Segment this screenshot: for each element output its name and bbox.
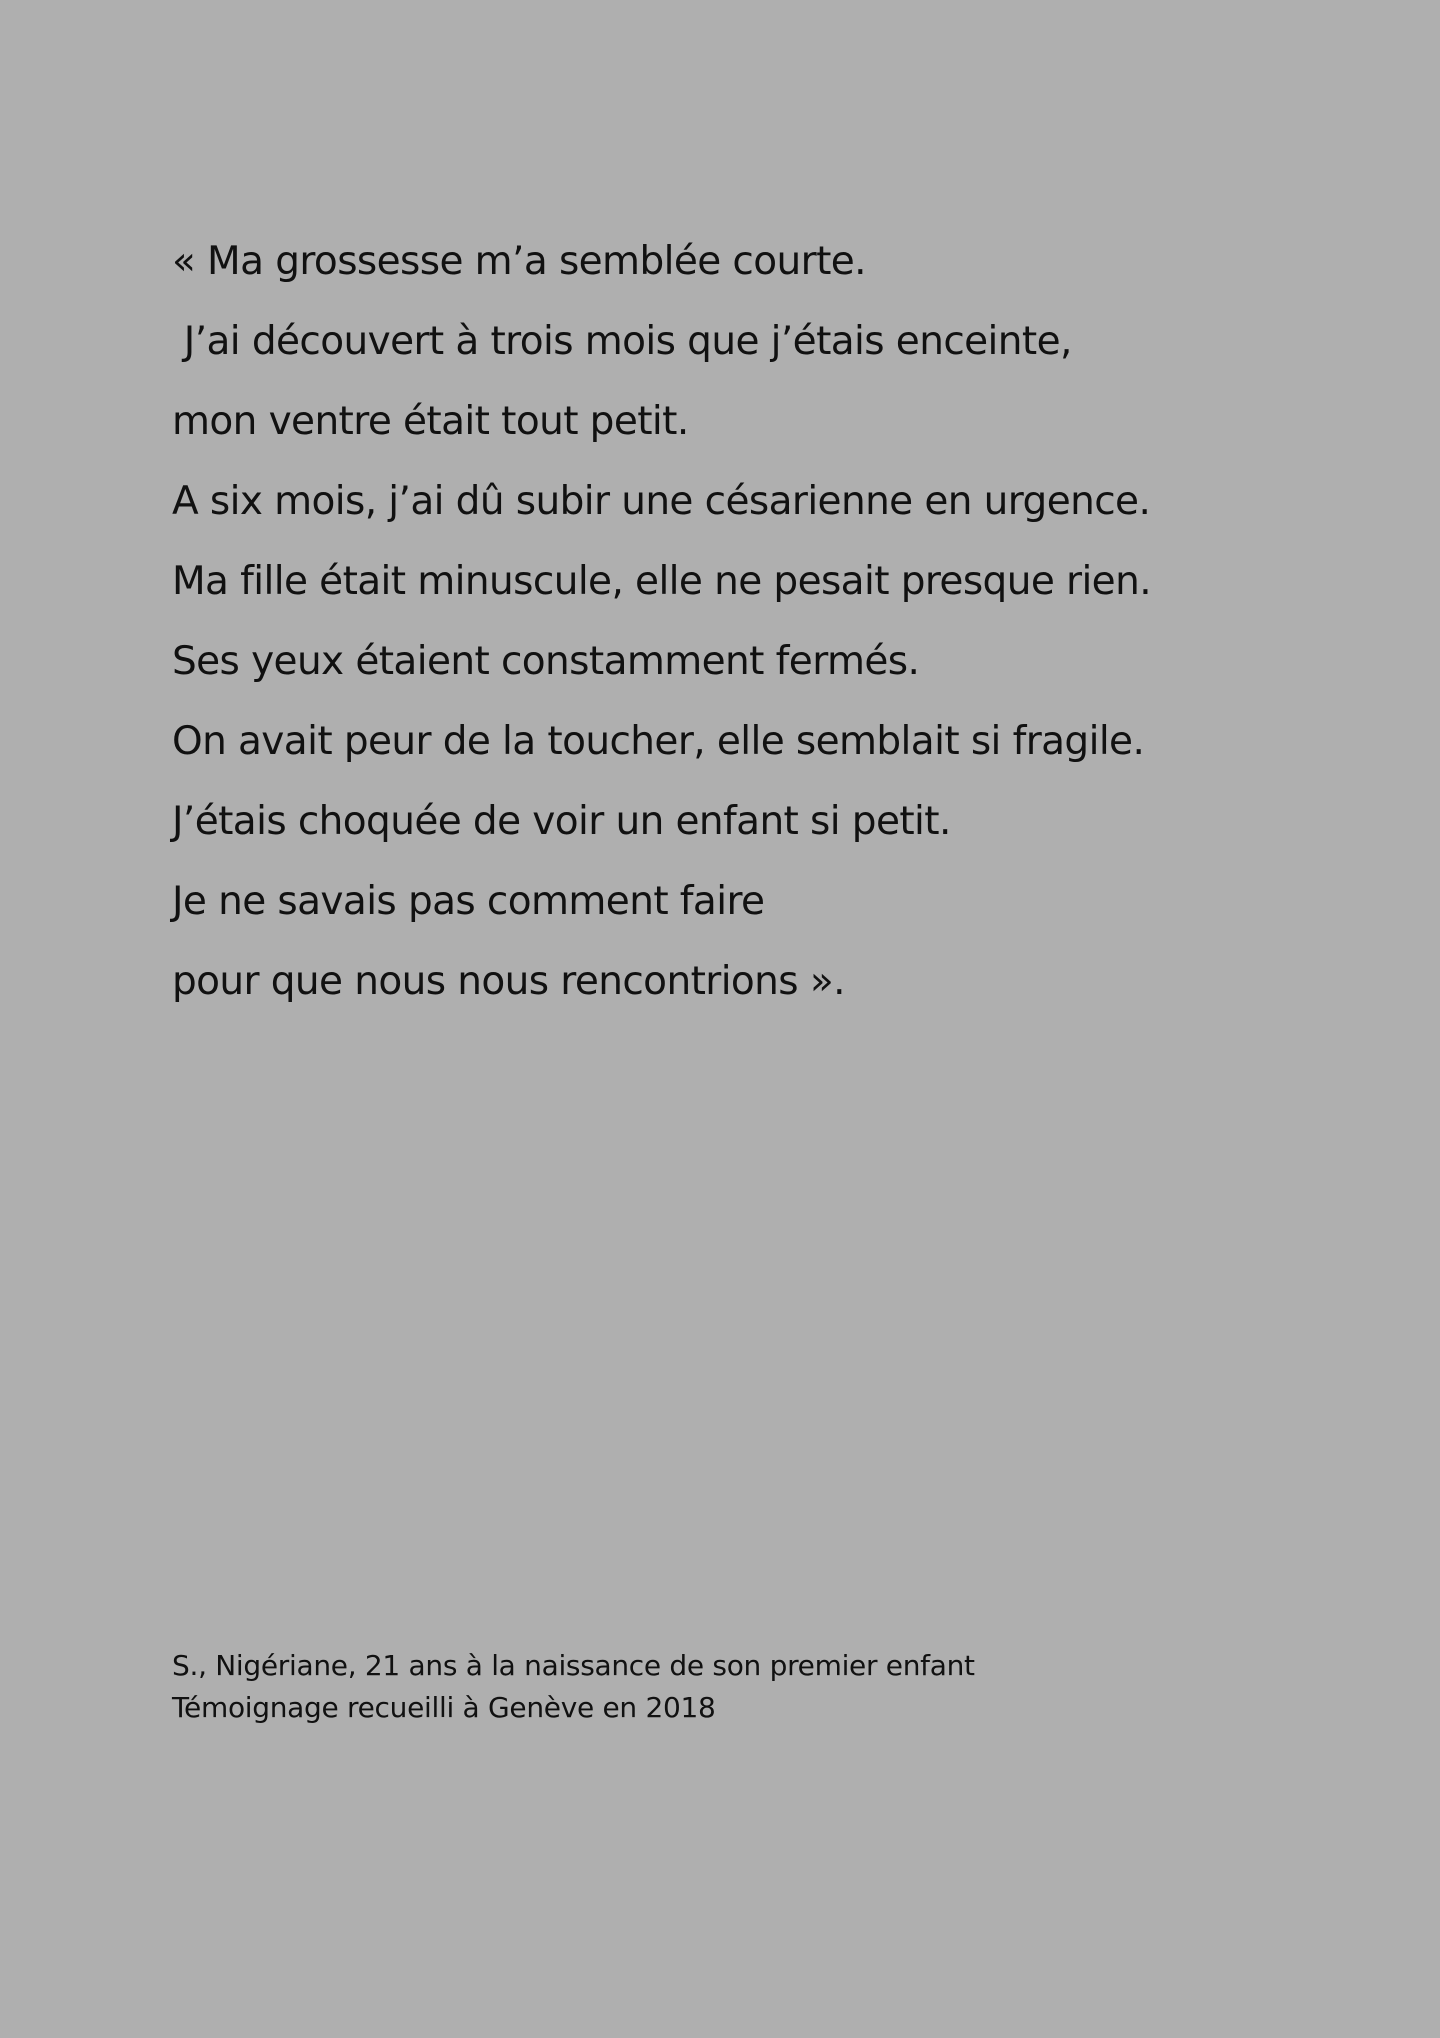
quote-line: J’étais choquée de voir un enfant si petit. [172,799,951,844]
quote-line: A six mois, j’ai dû subir une césarienne en urgence. [172,479,1151,524]
quote-line: « Ma grossesse m’a semblée courte. [172,239,866,284]
quote-line: Ses yeux étaient constamment fermés. [172,639,920,684]
testimony-quote [172,234,1352,1034]
quote-line: J’ai découvert à trois mois que j’étais enceinte, [172,319,1072,364]
attribution-source: Témoignage recueilli à Genève en 2018 [172,1691,716,1724]
quote-line: On avait peur de la toucher, elle semblait si fragile. [172,719,1145,764]
attribution [172,1645,1272,1729]
quote-line: Ma fille était minuscule, elle ne pesait presque rien. [172,559,1151,604]
quote-line: pour que nous nous rencontrions ». [172,959,845,1004]
attribution-author: S., Nigériane, 21 ans à la naissance de son premier enfant [172,1649,975,1682]
quote-line: Je ne savais pas comment faire [172,879,765,924]
quote-line: mon ventre était tout petit. [172,399,689,444]
